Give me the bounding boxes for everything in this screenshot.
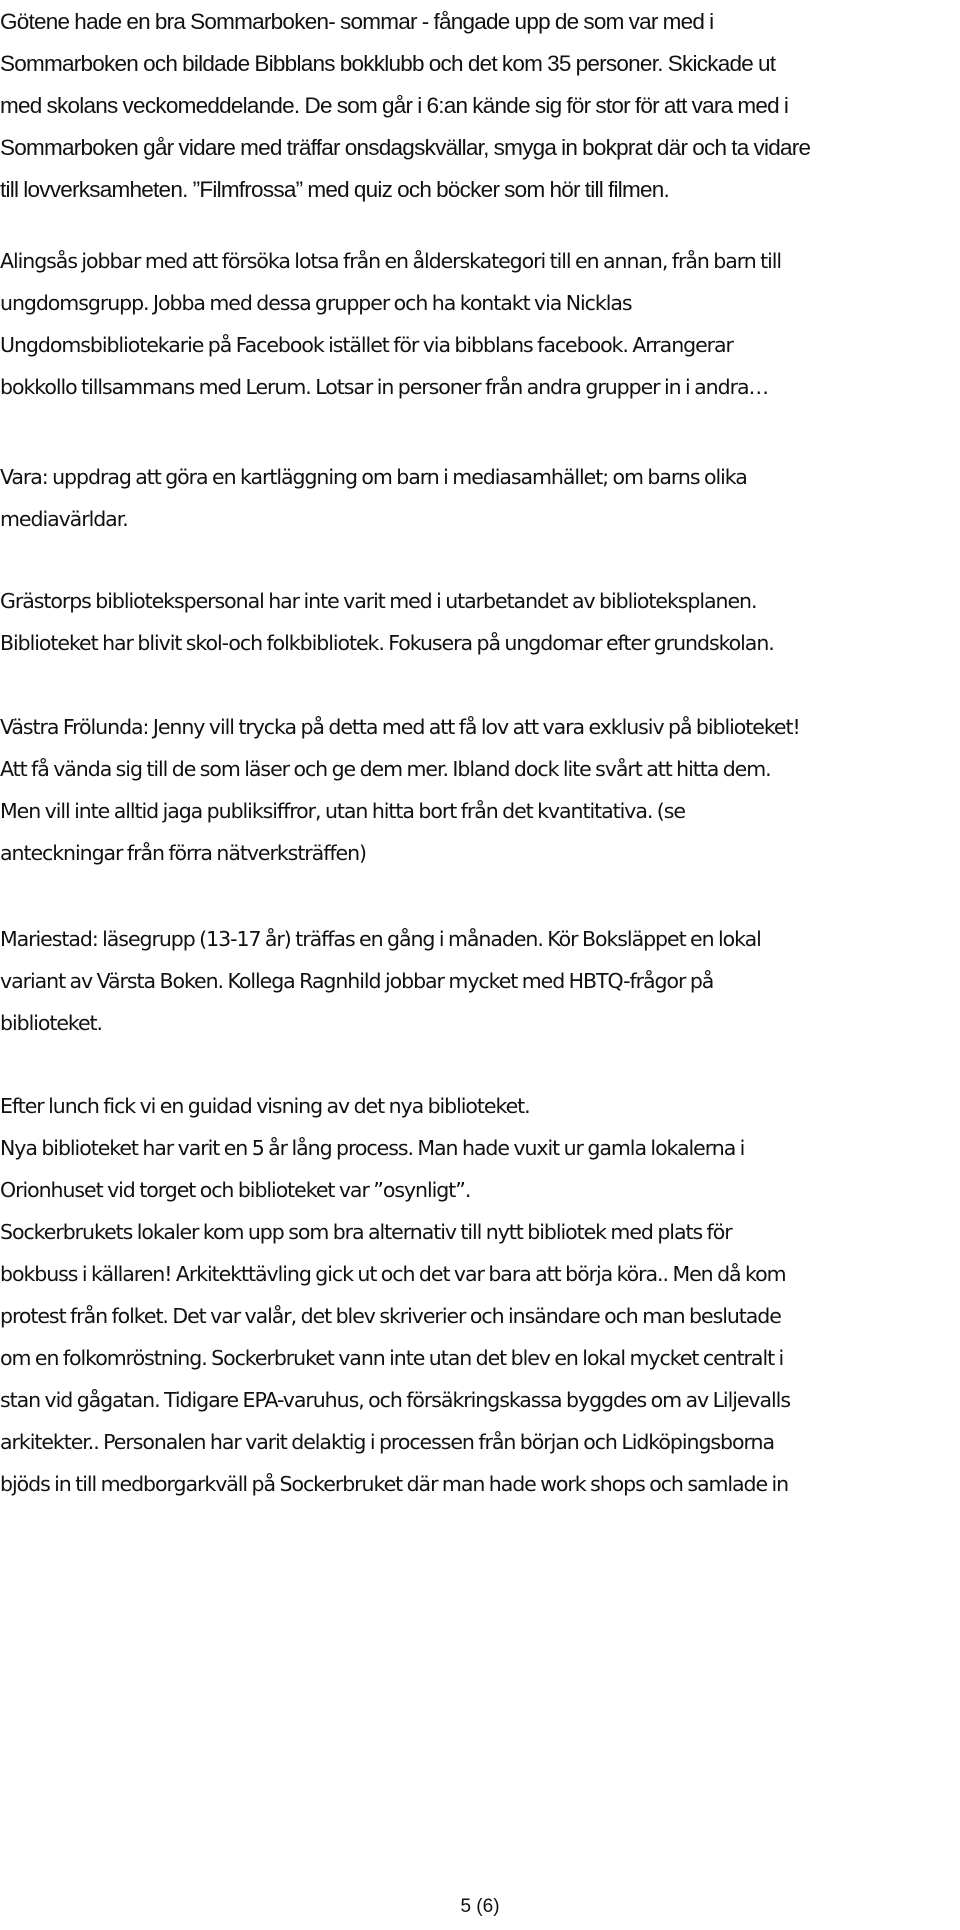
paragraph-alingsas [0,240,960,408]
text-line: Efter lunch fick vi en guidad visning av det nya biblioteket. [0,1094,530,1118]
text-line: Mariestad: läsegrupp (13-17 år) träffas en gång i månaden. Kör Boksläppet en lokal [0,927,761,951]
text-line: Men vill inte alltid jaga publiksiffror, utan hitta bort från det kvantitativa. (se [0,799,685,823]
text-line: protest från folket. Det var valår, det blev skriverier och insändare och man beslutade [0,1304,781,1328]
paragraph-grastorp [0,580,960,664]
text-line: bokbuss i källaren! Arkitekttävling gick ut och det var bara att börja köra.. Men då kom [0,1262,786,1286]
paragraph-vastra-frolunda [0,706,960,874]
text-line: bjöds in till medborgarkväll på Sockerbruket där man hade work shops och samlade in [0,1472,789,1496]
text-line: Sommarboken och bildade Bibblans bokklubb och det kom 35 personer. Skickade ut [0,51,776,76]
text-line: Ungdomsbibliotekarie på Facebook istället för via bibblans facebook. Arrangerar [0,333,733,357]
text-line: Biblioteket har blivit skol-och folkbibliotek. Fokusera på ungdomar efter grundskolan. [0,631,774,655]
text-line: Orionhuset vid torget och biblioteket var ”osynligt”. [0,1178,471,1202]
text-line: arkitekter.. Personalen har varit delaktig i processen från början och Lidköpingsborna [0,1430,774,1454]
text-line: till lovverksamheten. ”Filmfrossa” med quiz och böcker som hör till filmen. [0,177,669,202]
text-line: ungdomsgrupp. Jobba med dessa grupper och ha kontakt via Nicklas [0,291,632,315]
text-line: biblioteket. [0,1011,103,1035]
text-line: bokkollo tillsammans med Lerum. Lotsar in personer från andra grupper in i andra… [0,375,768,399]
text-line: Sockerbrukets lokaler kom upp som bra alternativ till nytt bibliotek med plats för [0,1220,732,1244]
text-line: Att få vända sig till de som läser och ge dem mer. Ibland dock lite svårt att hitta dem. [0,757,771,781]
paragraph-new-library-visit [0,1085,960,1505]
text-line: Nya biblioteket har varit en 5 år lång process. Man hade vuxit ur gamla lokalerna i [0,1136,745,1160]
paragraph-mariestad [0,918,960,1044]
text-line: Vara: uppdrag att göra en kartläggning om barn i mediasamhället; om barns olika [0,465,747,489]
text-line: anteckningar från förra nätverksträffen) [0,841,366,865]
paragraph-vara [0,456,960,540]
text-line: Grästorps bibliotekspersonal har inte varit med i utarbetandet av biblioteksplanen. [0,589,757,613]
text-line: om en folkomröstning. Sockerbruket vann inte utan det blev en lokal mycket centralt i [0,1346,784,1370]
text-line: mediavärldar. [0,507,128,531]
text-line: stan vid gågatan. Tidigare EPA-varuhus, och försäkringskassa byggdes om av Liljevalls [0,1388,790,1412]
paragraph-gotene [0,1,960,211]
text-line: Götene hade en bra Sommarboken- sommar - fångade upp de som var med i [0,9,714,34]
text-line: variant av Värsta Boken. Kollega Ragnhild jobbar mycket med HBTQ-frågor på [0,969,714,993]
text-line: Sommarboken går vidare med träffar onsdagskvällar, smyga in bokprat där och ta vidare [0,135,811,160]
text-line: med skolans veckomeddelande. De som går i 6:an kände sig för stor för att vara med i [0,93,789,118]
text-line: Västra Frölunda: Jenny vill trycka på detta med att få lov att vara exklusiv på biblioteket! [0,715,800,739]
text-line: Alingsås jobbar med att försöka lotsa från en ålderskategori till en annan, från barn till [0,249,782,273]
page-number: 5 (6) [460,1896,500,1917]
